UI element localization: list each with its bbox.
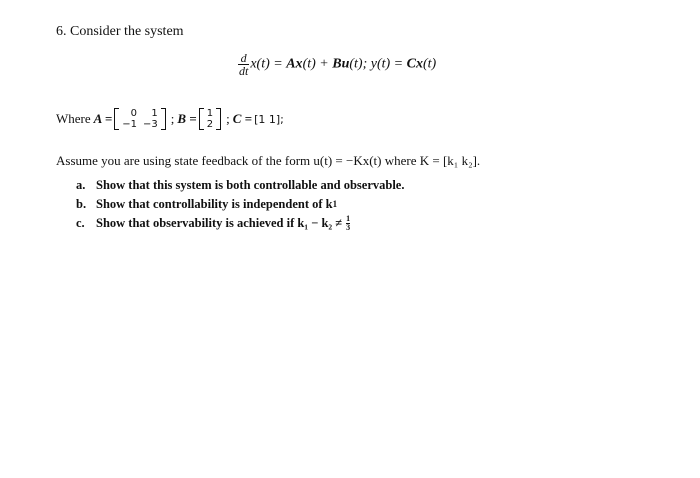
equation-lhs: x(t) = [250, 56, 287, 72]
list-item-text: Show that observability is achieved if k₁ − k₂ ≠ [96, 216, 343, 230]
derivative-fraction [238, 52, 249, 77]
matrix-a [114, 108, 166, 130]
derivative-numerator: d [238, 52, 249, 65]
derivative-denominator: dt [239, 64, 249, 78]
matrix-a-label: A = [93, 111, 113, 126]
list-item [76, 195, 404, 214]
matrix-c-label: C = [232, 111, 253, 126]
matrix-definitions: Where A = 0 1 −1 −3 ; B = 1 2 ; C = [1 1]; [56, 108, 284, 130]
matrix-a-cell: −1 [122, 119, 138, 130]
question-parts [76, 176, 404, 233]
matrix-b-label: B = [177, 111, 197, 126]
matrix-b-cell: 2 [206, 119, 214, 130]
equation-bu: Bu [332, 56, 350, 72]
list-item [76, 214, 404, 233]
list-item-text: Show that this system is both controllable and observable. [96, 178, 405, 192]
equation-cx: Cx [406, 56, 423, 72]
list-marker: b. [76, 197, 87, 211]
subscript: 1 [332, 199, 338, 209]
equation-part3: (t) [422, 56, 437, 72]
matrix-b-cell: 1 [206, 108, 214, 119]
matrix-b [199, 108, 221, 130]
equation-part2: (t); y(t) = [349, 56, 407, 72]
matrix-a-cell: −3 [143, 119, 158, 130]
fraction-one-third [346, 215, 350, 232]
where-label: Where [56, 111, 91, 126]
matrix-a-cell: 0 [130, 108, 138, 119]
question-title: 6. Consider the system [56, 24, 184, 39]
list-item [76, 176, 404, 195]
list-marker: c. [76, 216, 85, 230]
equation-ax: Ax [286, 56, 303, 72]
matrix-a-cell: 1 [151, 108, 158, 119]
equation-part1: (t) + [302, 56, 333, 72]
fraction-denominator: 3 [346, 223, 351, 232]
fraction-numerator: 1 [346, 214, 351, 223]
list-marker: a. [76, 178, 86, 192]
system-equation [238, 52, 436, 77]
list-item-text: Show that controllability is independent of k [96, 197, 333, 211]
matrix-c: [1 1]; [254, 112, 284, 126]
assumption-text: Assume you are using state feedback of the form u(t) = −Kx(t) where K = [k₁ k₂]. [56, 153, 481, 168]
